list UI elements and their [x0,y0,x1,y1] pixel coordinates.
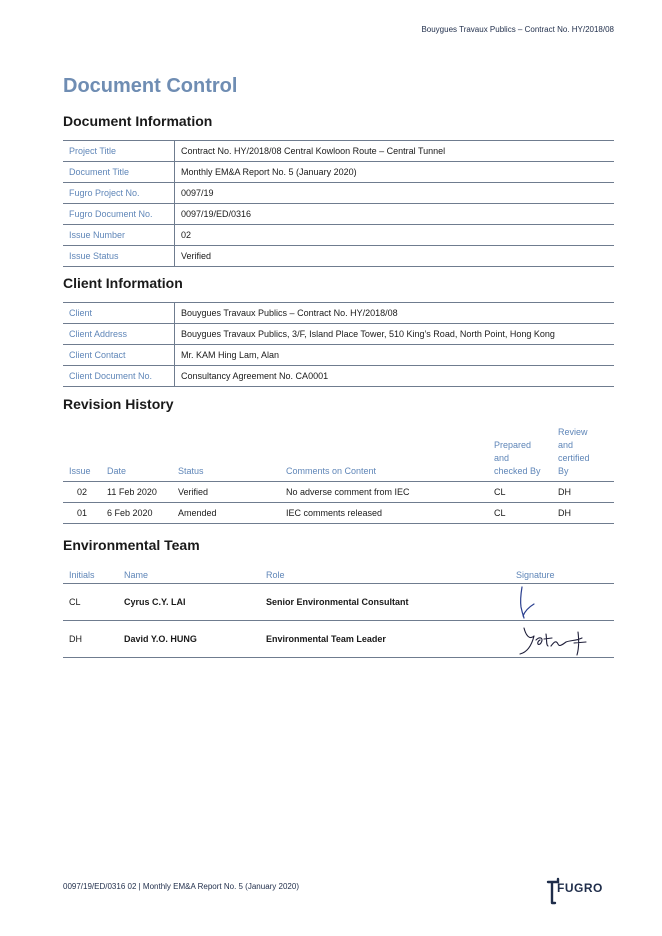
environmental-team-heading: Environmental Team [63,537,200,553]
table-row [63,584,614,621]
row-value: Monthly EM&A Report No. 5 (January 2020) [175,162,615,183]
revision-history-heading: Revision History [63,396,174,412]
signature-cl-icon [516,585,576,619]
cell-prepared: CL [488,503,552,524]
row-value: Mr. KAM Hing Lam, Alan [175,345,615,366]
header-line: Prepared [494,440,532,450]
client-information-table [63,302,614,387]
row-value: Contract No. HY/2018/08 Central Kowloon Route – Central Tunnel [175,141,615,162]
row-label: Client Address [63,324,175,345]
column-header-status: Status [172,426,280,482]
row-value: Consultancy Agreement No. CA0001 [175,366,615,387]
cell-name: David Y.O. HUNG [118,621,260,658]
table-row [63,204,614,225]
table-row [63,324,614,345]
cell-issue: 01 [63,503,101,524]
cell-signature [510,584,614,621]
table-header-row [63,566,614,584]
row-value: Bouygues Travaux Publics, 3/F, Island Place Tower, 510 King’s Road, North Point, Hong Kong [175,324,615,345]
column-header-review [552,426,614,482]
row-label: Client Document No. [63,366,175,387]
cell-date: 11 Feb 2020 [101,482,172,503]
row-value: 02 [175,225,615,246]
table-row [63,225,614,246]
fugro-logo [544,876,616,906]
table-row [63,141,614,162]
table-row [63,303,614,324]
table-row [63,162,614,183]
header-line: Review [558,427,588,437]
row-value: 0097/19/ED/0316 [175,204,615,225]
cell-comments: IEC comments released [280,503,488,524]
table-row [63,345,614,366]
running-header: Bouygues Travaux Publics – Contract No. HY/2018/08 [421,25,614,34]
header-line: certified [558,453,590,463]
footer-reference: 0097/19/ED/0316 02 | Monthly EM&A Report No. 5 (January 2020) [63,882,299,891]
table-row [63,366,614,387]
row-value: 0097/19 [175,183,615,204]
table-row [63,503,614,524]
column-header-initials: Initials [63,566,118,584]
row-value: Bouygues Travaux Publics – Contract No. HY/2018/08 [175,303,615,324]
row-value: Verified [175,246,615,267]
cell-initials: CL [63,584,118,621]
document-information-table [63,140,614,267]
row-label: Project Title [63,141,175,162]
header-line: and [558,440,574,450]
row-label: Client Contact [63,345,175,366]
row-label: Issue Number [63,225,175,246]
column-header-role: Role [260,566,510,584]
table-header-row [63,426,614,482]
logo-text: FUGRO [557,881,603,895]
column-header-date: Date [101,426,172,482]
revision-history-table [63,426,614,524]
cell-review: DH [552,503,614,524]
header-line: checked By [494,466,541,476]
header-line: and [494,453,510,463]
environmental-team-table [63,566,614,658]
row-label: Issue Status [63,246,175,267]
page-title: Document Control [63,75,238,97]
cell-prepared: CL [488,482,552,503]
column-header-comments: Comments on Content [280,426,488,482]
row-label: Document Title [63,162,175,183]
cell-role: Senior Environmental Consultant [260,584,510,621]
column-header-signature: Signature [510,566,614,584]
cell-status: Verified [172,482,280,503]
column-header-prepared [488,426,552,482]
row-label: Fugro Project No. [63,183,175,204]
cell-review: DH [552,482,614,503]
table-row [63,482,614,503]
cell-signature [510,621,614,658]
cell-date: 6 Feb 2020 [101,503,172,524]
column-header-name: Name [118,566,260,584]
cell-initials: DH [63,621,118,658]
cell-comments: No adverse comment from IEC [280,482,488,503]
client-information-heading: Client Information [63,275,183,291]
cell-issue: 02 [63,482,101,503]
column-header-issue: Issue [63,426,101,482]
cell-name: Cyrus C.Y. LAI [118,584,260,621]
row-label: Fugro Document No. [63,204,175,225]
row-label: Client [63,303,175,324]
cell-status: Amended [172,503,280,524]
cell-role: Environmental Team Leader [260,621,510,658]
table-row [63,246,614,267]
document-information-heading: Document Information [63,113,213,129]
table-row [63,183,614,204]
signature-dh-icon [516,622,596,656]
table-row [63,621,614,658]
header-line: By [558,466,569,476]
